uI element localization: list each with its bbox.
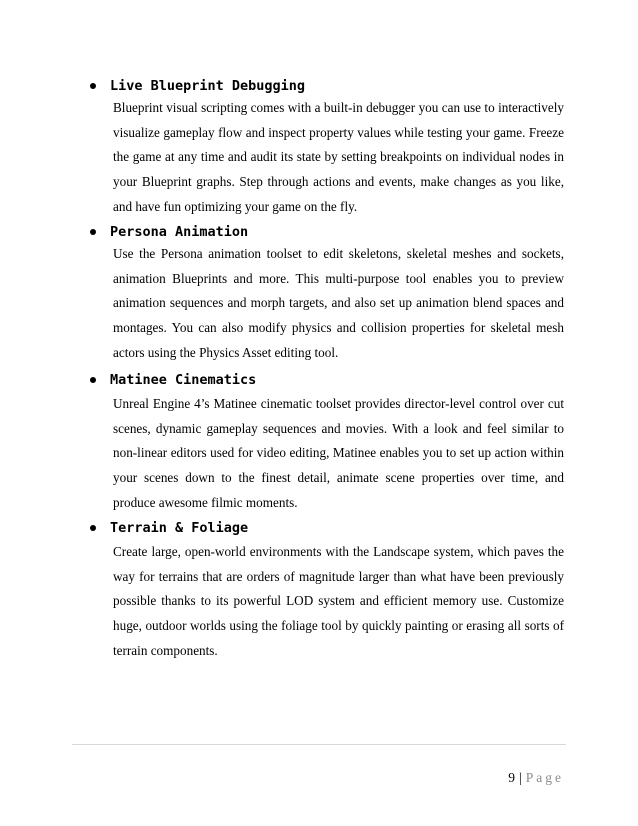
bullet-icon (90, 377, 96, 383)
page-footer (508, 770, 564, 786)
section-paragraph: Unreal Engine 4’s Matinee cinematic toolset provides director-level control over cut scenes, dynamic gameplay sequences and movies. With a look and feel similar to non-linear editors used for video editing, Matinee enables you to set up action within your scenes down to the finest detail, animate scene properties over time, and produce awesome filmic moments. (113, 396, 564, 510)
footer-divider (72, 744, 566, 745)
section-heading: Live Blueprint Debugging (110, 78, 306, 94)
bullet-icon (90, 83, 96, 89)
section-paragraph: Create large, open-world environments with the Landscape system, which paves the way for terrains that are orders of magnitude larger than what have been previously possible thanks to its powerful LOD system and efficient memory use. Customize huge, outdoor worlds using the foliage tool by quickly painting or erasing all sorts of terrain components. (113, 544, 564, 658)
page-number: 9 (508, 770, 516, 785)
section-heading: Persona Animation (110, 224, 249, 240)
bullet-icon (90, 525, 96, 531)
section-heading-row (90, 75, 305, 97)
page-separator: | (519, 770, 522, 785)
section-heading: Terrain & Foliage (110, 520, 249, 536)
section-paragraph: Use the Persona animation toolset to edit skeletons, skeletal meshes and sockets, animation Blueprints and more. This multi-purpose tool enables you to preview animation sequences and morph targets, and also set up animation blend spaces and montages. You can also modify physics and collision properties for skeletal mesh actors using the Physics Asset editing tool. (113, 246, 564, 360)
section-heading-row (90, 369, 256, 391)
section-heading: Matinee Cinematics (110, 372, 257, 388)
bullet-icon (90, 229, 96, 235)
section-paragraph: Blueprint visual scripting comes with a built-in debugger you can use to interactively visualize gameplay flow and inspect property values while testing your game. Freeze the game at any time and audit its state by setting breakpoints on individual nodes in your Blueprint graphs. Step through actions and events, make changes as you like, and have fun optimizing your game on the fly. (113, 100, 564, 214)
section-heading-row (90, 517, 248, 539)
section-heading-row (90, 221, 248, 243)
page-label: Page (525, 770, 564, 785)
